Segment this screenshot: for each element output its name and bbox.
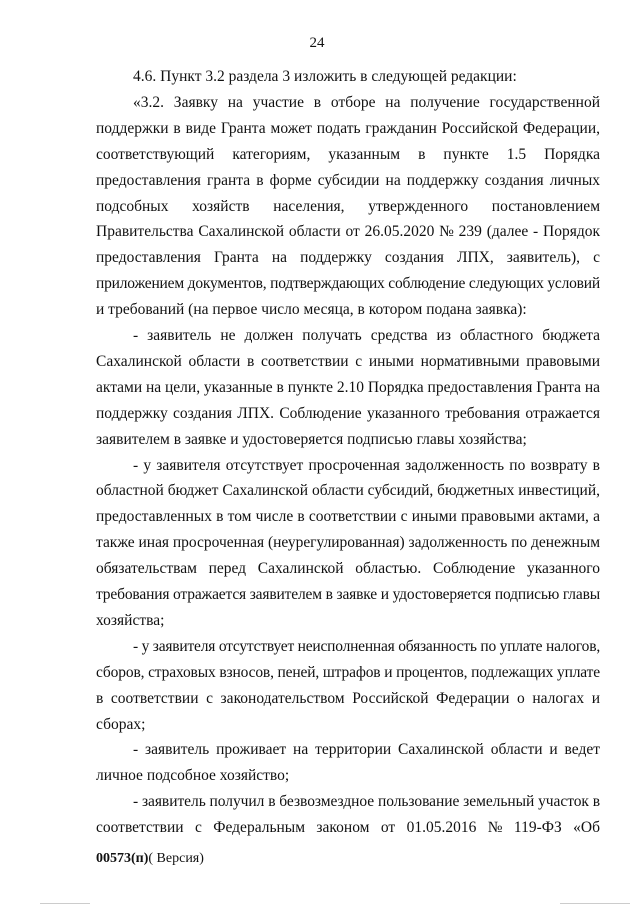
text-line-content: поддержку создания ЛПХ. Соблюдение указанного требования отражается [96,404,600,422]
text-line-content: Правительства Сахалинской области от 26.05.2020 № 239 (далее - Порядок [96,223,600,241]
text-line [96,274,600,294]
text-line-content: поддержки в виде Гранта может подать гражданин Российской Федерации, [96,119,600,137]
text-line-content: - у заявителя отсутствует неисполненная обязанность по уплате налогов, [133,637,600,655]
text-line [96,248,600,268]
text-line-content: в соответствии с законодательством Российской Федерации о налогах и [96,689,600,707]
text-line [96,145,600,165]
footer-version [96,849,204,869]
text-line [133,93,600,113]
document-code: 00573(п) [96,851,149,866]
text-line [96,300,600,320]
text-line-content: - заявитель не должен получать средства из областного бюджета [133,327,600,344]
text-line [133,637,600,657]
text-line [96,378,600,398]
text-line [96,766,600,786]
text-line-content: сборах; [96,715,146,733]
text-line-content: предоставления гранта в форме субсидии на поддержку создания личных [96,171,600,189]
text-line-content: и требований (на первое число месяца, в котором подана заявка): [96,301,527,319]
text-line [96,715,600,735]
text-line-content: обязательствам перед Сахалинской областью. Соблюдение указанного [96,560,600,578]
text-line [96,585,600,605]
text-line-content: Сахалинской области в соответствии с иными нормативными правовыми [96,352,600,370]
text-line [96,533,600,553]
text-line [133,67,600,87]
scan-edge [560,903,630,904]
text-line-content: областной бюджет Сахалинской области субсидий, бюджетных инвестиций, [96,482,600,500]
text-line [96,222,600,242]
text-line [96,119,600,139]
text-line [133,326,600,346]
text-line-content: сборов, страховых взносов, пеней, штрафов и процентов, подлежащих уплате [96,663,600,681]
text-line-content: - заявитель проживает на территории Сахалинской области и ведет [133,741,600,759]
text-line-content: заявителем в заявке и удостоверяется подписью главы хозяйства; [96,430,527,448]
text-line-content: предоставления Гранта на поддержку создания ЛПХ, заявитель), с [96,249,600,267]
text-line-content: подсобных хозяйств населения, утвержденного постановлением [96,197,600,215]
text-line-content: 4.6. Пункт 3.2 раздела 3 изложить в следующей редакции: [133,68,517,85]
text-line [133,456,600,476]
text-line-content: - у заявителя отсутствует просроченная задолженность по возврату в [133,456,600,474]
text-line-content: также иная просроченная (неурегулированная) задолженность по денежным [96,534,600,552]
text-line [96,197,600,217]
text-line-content: «3.2. Заявку на участие в отборе на получение государственной [133,93,600,111]
text-line [133,740,600,760]
text-line-content: предоставленных в том числе в соответствии с иными правовыми актами, а [96,508,600,526]
text-line [96,171,600,191]
text-line [96,611,600,631]
text-line [96,559,600,579]
text-line [96,818,600,838]
text-line-content: личное подсобное хозяйство; [96,767,290,785]
text-line-content: требования отражается заявителем в заявке и удостоверяется подписью главы [96,586,600,603]
text-line-content: соответствующий категориям, указанным в пункте 1.5 Порядка [96,145,600,163]
text-line-content: - заявитель получил в безвозмездное пользование земельный участок в [133,793,600,811]
text-line-content: соответствии с Федеральным законом от 01.05.2016 № 119-ФЗ «Об [96,819,600,837]
text-line [96,507,600,527]
text-line [96,352,600,372]
text-line [96,663,600,683]
text-line-content: хозяйства; [96,611,165,629]
text-line-content: приложением документов, подтверждающих соблюдение следующих условий [96,275,600,293]
text-line-content: актами на цели, указанные в пункте 2.10 Порядка предоставления Гранта на [96,378,600,396]
text-line [133,792,600,812]
version-label: ( Версия) [148,851,204,866]
text-line [96,404,600,424]
text-line [96,481,600,501]
text-line [96,430,600,450]
scan-edge [40,903,90,904]
page-number: 24 [309,35,325,51]
text-line [96,689,600,709]
